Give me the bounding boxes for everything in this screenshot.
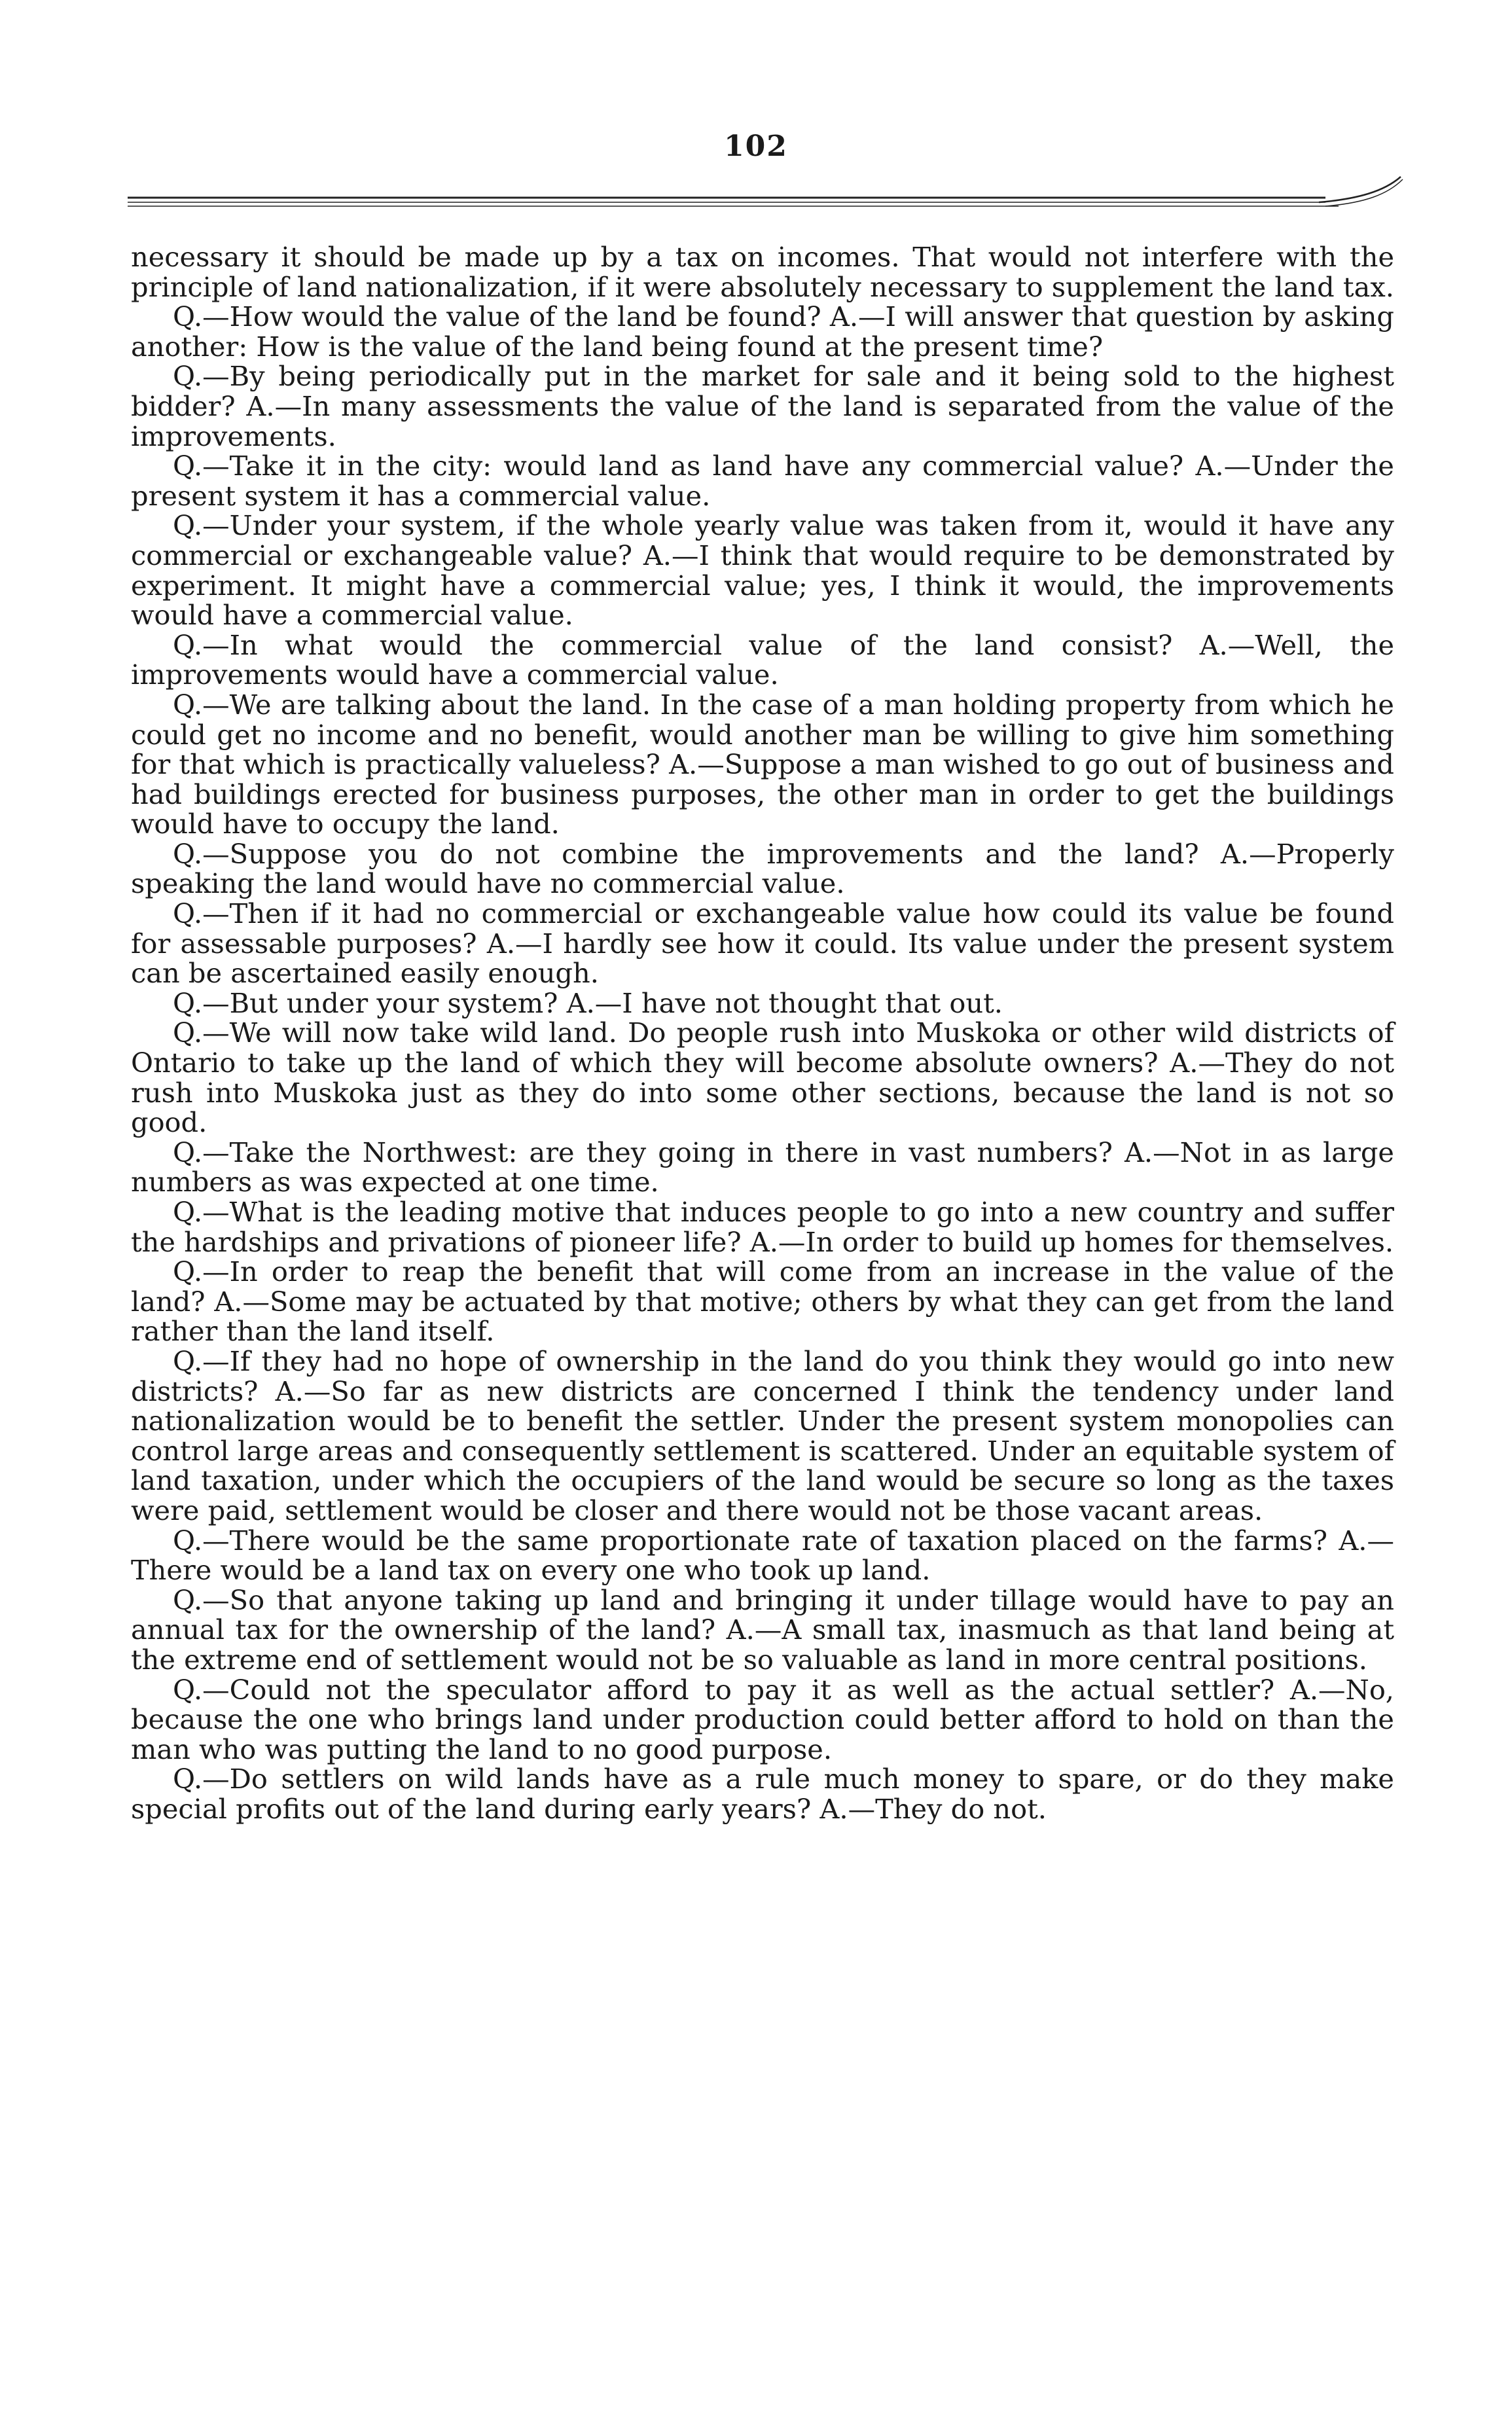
paragraph: Q.—But under your system? A.—I have not thought that out. xyxy=(173,986,1003,1019)
paragraph: Q.—By being periodically put in the market for sale and it being sold to the highest bidder? A.—In many assessments the value of the land is separated from the value of the improvements. xyxy=(131,360,1394,452)
paragraph: Q.—Take the Northwest: are they going in there in vast numbers? A.—Not in as large numbers as was expected at one time. xyxy=(131,1136,1394,1198)
header-rule xyxy=(128,171,1404,211)
paragraph: Q.—What is the leading motive that induces people to go into a new country and suffer the hardships and privations of pioneer life? A.—In order to build up homes for themselves. xyxy=(131,1196,1394,1258)
paragraph: necessary it should be made up by a tax on incomes. That would not interfere with the principle of land nationalization, if it were absolutely necessary to supplement the land tax. xyxy=(131,241,1394,303)
paragraph: Q.—In order to reap the benefit that will come from an increase in the value of the land? A.—Some may be actuated by that motive; others by what they can get from the land rather than the land itself. xyxy=(131,1255,1394,1348)
paragraph: Q.—Do settlers on wild lands have as a rule much money to spare, or do they make special profits out of the land during early years? A.—They do not. xyxy=(131,1763,1394,1825)
paragraph: Q.—Take it in the city: would land as land have any commercial value? A.—Under the present system it has a commercial value. xyxy=(131,450,1394,512)
body-text xyxy=(131,242,1394,1824)
paragraph: Q.—We are talking about the land. In the case of a man holding property from which he could get no income and no benefit, would another man be willing to give him something for that which is practically valueless? A.—Suppose a man wished to go out of business and had buildings erected for business purposes, the other man in order to get the buildings would have to occupy the land. xyxy=(131,688,1394,840)
paragraph: Q.—Then if it had no commercial or exchangeable value how could its value be found for assessable purposes? A.—I hardly see how it could. Its value under the present system can be ascertained easily enough. xyxy=(131,897,1394,990)
paragraph: Q.—If they had no hope of ownership in the land do you think they would go into new districts? A.—So far as new districts are concerned I think the tendency under land nationalization would be to benefit the settler. Under the present system monopolies can control large areas and consequently settlement is scattered. Under an equitable system of land taxation, under which the occupiers of the land would be secure so long as the taxes were paid, settlement would be closer and there would not be those vacant areas. xyxy=(131,1344,1394,1526)
paragraph: Q.—So that anyone taking up land and bringing it under tillage would have to pay an annual tax for the ownership of the land? A.—A small tax, inasmuch as that land being at the extreme end of settlement would not be so valuable as land in more central positions. xyxy=(131,1583,1394,1676)
paragraph: Q.—We will now take wild land. Do people rush into Muskoka or other wild districts of Ontario to take up the land of which they will become absolute owners? A.—They do not rush into Muskoka just as they do into some other sections, because the land is not so good. xyxy=(131,1017,1394,1139)
paragraph: Q.—There would be the same proportionate rate of taxation placed on the farms? A.—There would be a land tax on every one who took up land. xyxy=(131,1524,1394,1587)
paragraph: Q.—In what would the commercial value of the land consist? A.—Well, the improvements would have a commercial value. xyxy=(131,628,1394,691)
paragraph: Q.—Under your system, if the whole yearly value was taken from it, would it have any commercial or exchangeable value? A.—I think that would require to be demonstrated by experiment. It might have a commercial value; yes, I think it would, the improvements would have a commercial value. xyxy=(131,509,1394,632)
paragraph: Q.—How would the value of the land be found? A.—I will answer that question by asking another: How is the value of the land being found at the present time? xyxy=(131,300,1394,363)
paragraph: Q.—Suppose you do not combine the improvements and the land? A.—Properly speaking the land would have no commercial value. xyxy=(131,837,1394,900)
paragraph: Q.—Could not the speculator afford to pay it as well as the actual settler? A.—No, because the one who brings land under production could better afford to hold on than the man who was putting the land to no good purpose. xyxy=(131,1673,1394,1765)
page-number: 102 xyxy=(724,130,788,163)
